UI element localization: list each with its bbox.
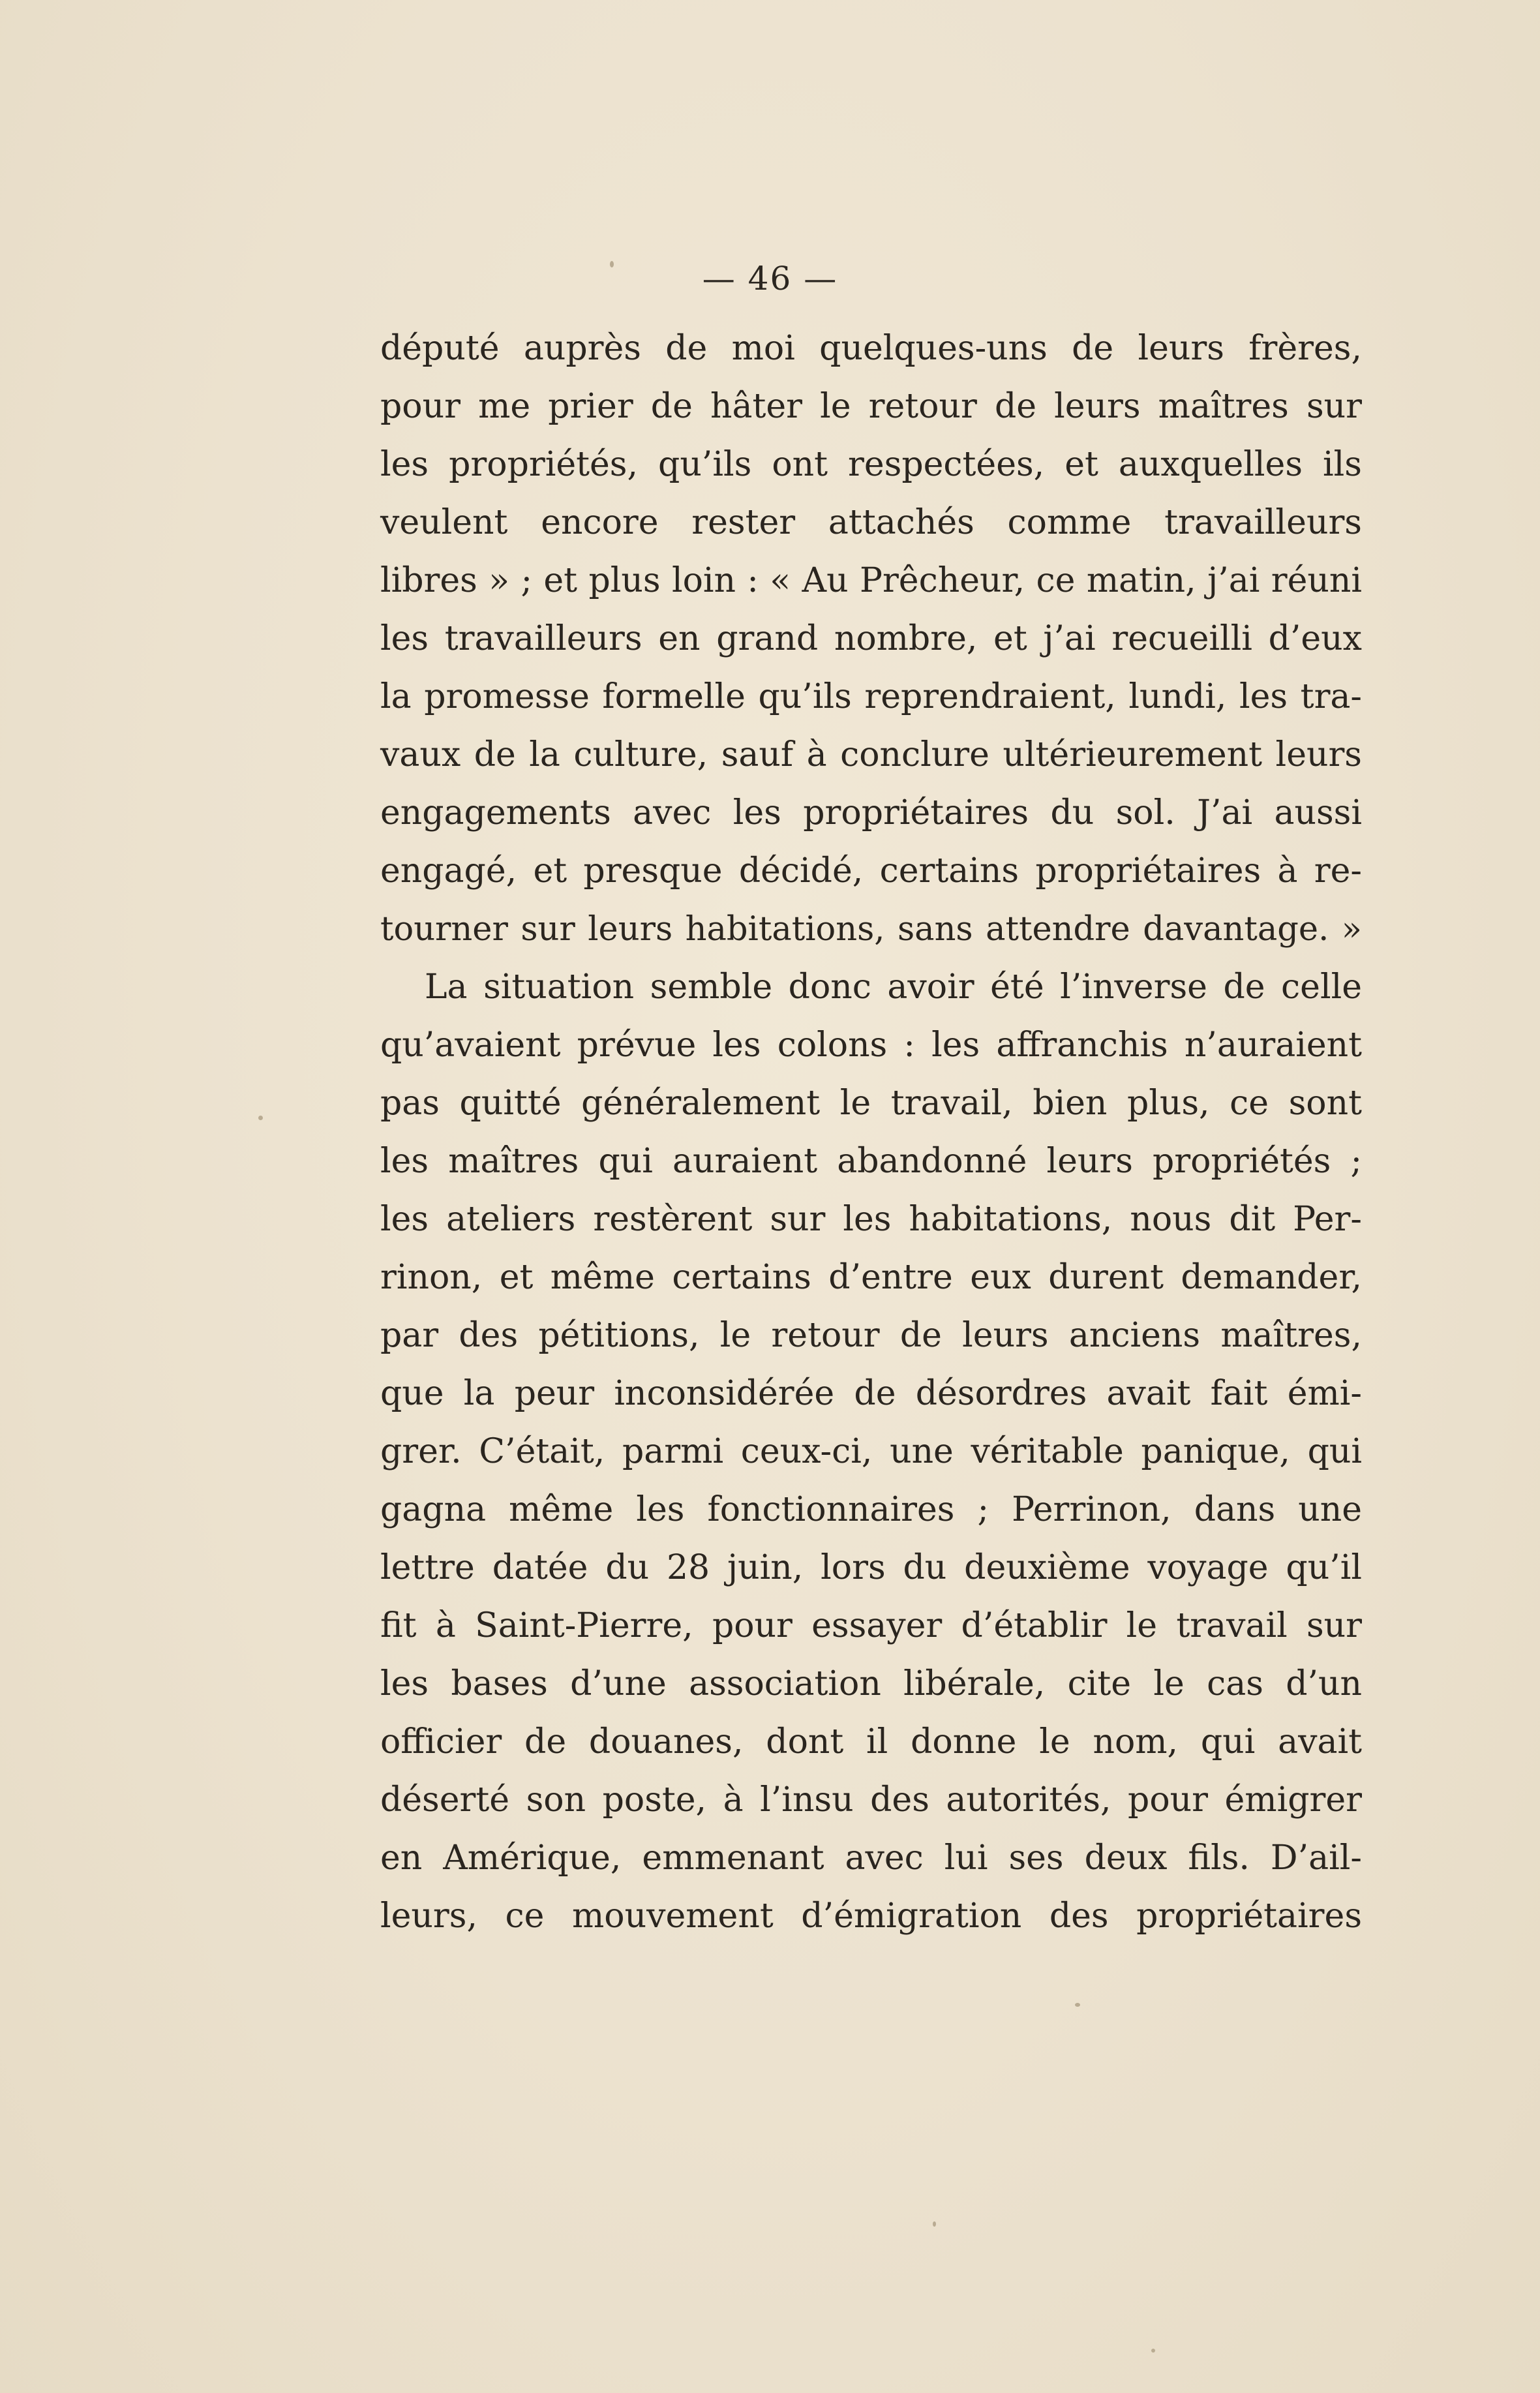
text-line: déserté son poste, à l’insu des autorités, pour émigrer — [380, 1780, 1362, 1820]
text-line: les maîtres qui auraient abandonné leurs propriétés ; — [380, 1142, 1362, 1181]
text-line: libres » ; et plus loin : « Au Prêcheur, ce matin, j’ai réuni — [380, 561, 1362, 600]
text-line: député auprès de moi quelques-uns de leurs frères, — [380, 329, 1362, 368]
text-line: par des pétitions, le retour de leurs anciens maîtres, — [380, 1316, 1362, 1355]
paper-speck — [933, 2221, 936, 2227]
text-line: en Amérique, emmenant avec lui ses deux fils. D’ail- — [380, 1838, 1362, 1878]
text-line: fit à Saint-Pierre, pour essayer d’établir le travail sur — [380, 1606, 1362, 1645]
text-line: engagements avec les propriétaires du sol. J’ai aussi — [380, 793, 1362, 832]
paper-speck — [1075, 2003, 1080, 2007]
text-line: que la peur inconsidérée de désordres avait fait émi- — [380, 1374, 1362, 1413]
paper-speck — [258, 1116, 263, 1120]
text-line: leurs, ce mouvement d’émigration des propriétaires — [380, 1897, 1362, 1936]
text-line: les travailleurs en grand nombre, et j’ai recueilli d’eux — [380, 619, 1362, 658]
text-line: les bases d’une association libérale, cite le cas d’un — [380, 1664, 1362, 1703]
text-line: engagé, et presque décidé, certains propriétaires à re- — [380, 851, 1362, 891]
text-line: qu’avaient prévue les colons : les affranchis n’auraient — [380, 1026, 1362, 1065]
text-line: les propriétés, qu’ils ont respectées, et auxquelles ils — [380, 445, 1362, 484]
text-line: pas quitté généralement le travail, bien plus, ce sont — [380, 1084, 1362, 1123]
page-number: — 46 — — [702, 260, 838, 297]
text-line: veulent encore rester attachés comme travailleurs — [380, 503, 1362, 542]
text-line: vaux de la culture, sauf à conclure ultérieurement leurs — [380, 735, 1362, 774]
text-line: tourner sur leurs habitations, sans attendre davantage. » — [380, 910, 1362, 949]
text-line: pour me prier de hâter le retour de leurs maîtres sur — [380, 387, 1362, 426]
text-line: les ateliers restèrent sur les habitations, nous dit Per- — [380, 1200, 1362, 1239]
paragraph-start-line: La situation semble donc avoir été l’inverse de celle — [425, 968, 1362, 1007]
text-line: la promesse formelle qu’ils reprendraient, lundi, les tra- — [380, 677, 1362, 716]
paper-speck — [1151, 2349, 1155, 2353]
paper-speck — [610, 261, 614, 267]
text-line: lettre datée du 28 juin, lors du deuxième voyage qu’il — [380, 1548, 1362, 1587]
text-line: officier de douanes, dont il donne le nom, qui avait — [380, 1722, 1362, 1761]
text-line: rinon, et même certains d’entre eux durent demander, — [380, 1258, 1362, 1297]
text-line: grer. C’était, parmi ceux-ci, une véritable panique, qui — [380, 1432, 1362, 1471]
text-line: gagna même les fonctionnaires ; Perrinon, dans une — [380, 1490, 1362, 1529]
body-text — [380, 320, 1362, 1945]
